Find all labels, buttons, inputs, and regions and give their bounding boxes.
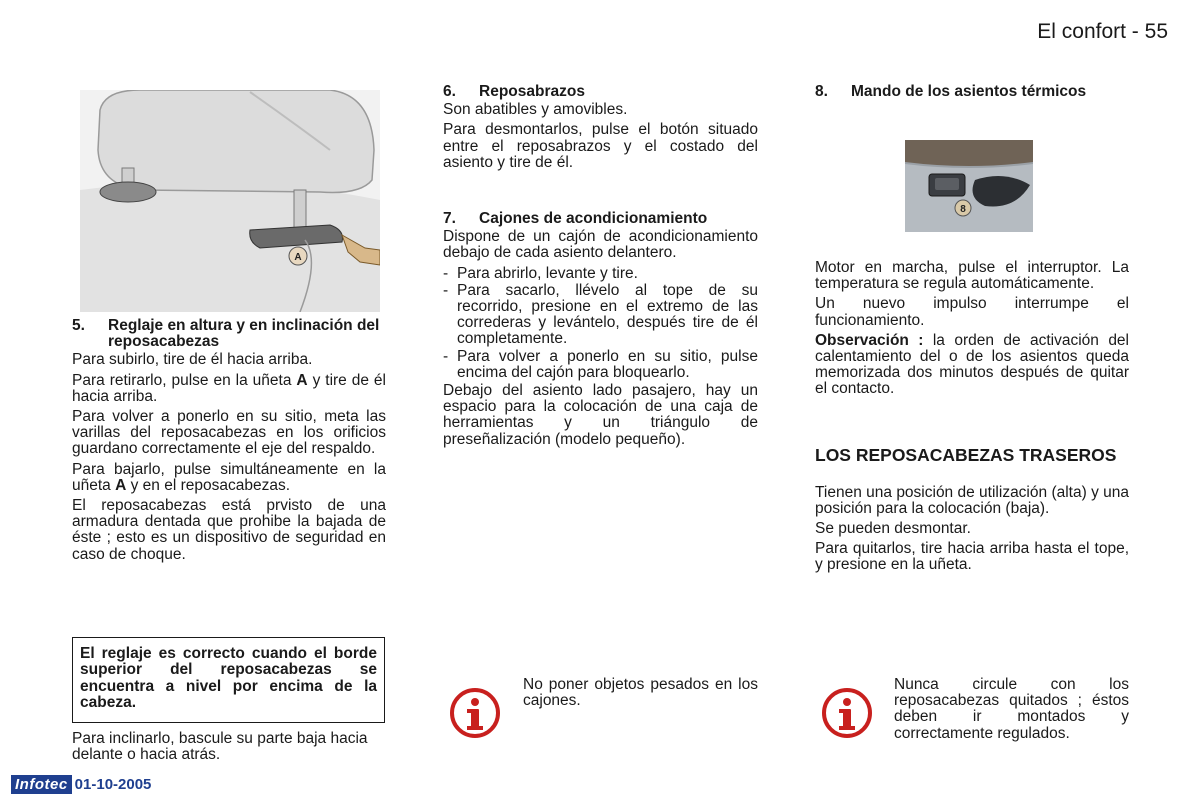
headrest-illustration [80,90,380,312]
section-title: Mando de los asientos térmicos [851,83,1087,100]
paragraph: Se pueden desmontar. [815,520,971,538]
section-number: 7. [443,210,456,228]
paragraph-retirar [72,373,386,405]
bullet-list [443,266,758,381]
page-title: El confort - 55 [1037,20,1168,43]
note-box: El reglaje es correcto cuando el borde superior del reposacabezas se encuentra a nivel por encima de la cabeza. [72,637,385,723]
text-span: y tire de él hacia arriba. [72,371,386,405]
paragraph-observacion [815,333,1129,398]
observation-label: Observación : [815,331,924,349]
bold-label: A [296,371,308,389]
section-5-heading [72,318,386,350]
list-item [443,283,758,348]
list-item-text: Para abrirlo, levante y tire. [457,264,638,282]
section-number: 5. [72,317,85,334]
list-item [443,349,758,381]
paragraph: Dispone de un cajón de acondicionamiento debajo de cada asiento delantero. [443,228,758,262]
list-item-text: Para sacarlo, llévelo al tope de su recorrido, presione en el extremo de las correderas y levántelo, después tire de él completamente. [457,281,758,348]
bullet-dash: - [443,281,449,299]
column-3 [815,84,1129,102]
paragraph: Para desmontarlos, pulse el botón situado entre el reposabrazos y el costado del asiento y tire de él. [443,121,758,171]
paragraph-bajar [72,462,386,494]
section-title: Reglaje en altura y en inclinación del reposacabezas [108,317,380,351]
footer-date: 01-10-2005 [74,776,152,793]
text-span: Para retirarlo, pulse en la uñeta [72,371,297,389]
paragraph-inclinar: Para inclinarlo, bascule su parte baja hacia delante o hacia atrás. [72,730,368,764]
label-a: A [294,252,302,263]
text-span: Para bajarlo, pulse simultáneamente en la uñeta [72,460,386,494]
text-span: y en el reposacabezas. [126,476,291,494]
list-item [443,266,758,282]
paragraph: Son abatibles y amovibles. [443,101,628,119]
section-6-heading [443,84,758,100]
info-warning-icon [820,686,874,740]
bold-label: A [115,476,127,494]
paragraph: Para quitarlos, tire hacia arriba hasta el tope, y presione en la uñeta. [815,540,1129,574]
paragraph: Para volver a ponerlo en su sitio, meta las varillas del reposacabezas en los orificios guardano correctamente el eje del respaldo. [72,408,386,458]
text-span: la orden de activación del calentamiento del o de los asientos queda memorizada dos minutos después de quitar el contacto. [815,331,1130,398]
list-item-text: Para volver a ponerlo en su sitio, pulse encima del cajón para bloquearlo. [457,347,758,381]
section-8-heading [815,84,1129,100]
headrest-drawing [80,90,380,312]
section-number: 6. [443,83,456,100]
infotec-logo: Infotec [11,775,72,794]
paragraph: Un nuevo impulso interrumpe el funcionamiento. [815,295,1129,329]
column-2 [443,84,758,452]
column-1 [72,318,386,567]
footer [11,775,151,794]
heated-seat-drawing [905,140,1033,232]
section-number: 8. [815,83,828,100]
heated-seat-switch-photo [905,140,1033,232]
section-7-heading [443,211,758,227]
info-warning-icon [448,686,502,740]
warning-text-reposacabezas: Nunca circule con los reposacabezas quitados ; éstos deben ir montados y correctamente regulados. [894,676,1129,742]
section-heading-rear-headrests: LOS REPOSACABEZAS TRASEROS [815,444,1117,465]
bullet-dash: - [443,347,449,365]
column-3-body [815,260,1129,578]
warning-text-cajones: No poner objetos pesados en los cajones. [523,676,758,710]
section-title: Reposabrazos [479,83,585,100]
paragraph: Debajo del asiento lado pasajero, hay un espacio para la colocación de una caja de herramientas y un triángulo de preseñalización (modelo pequeño). [443,382,758,448]
bullet-dash: - [443,264,449,282]
paragraph: Motor en marcha, pulse el interruptor. La temperatura se regula automáticamente. [815,259,1129,293]
paragraph: Tienen una posición de utilización (alta) y una posición para la colocación (baja). [815,483,1129,517]
paragraph: Para subirlo, tire de él hacia arriba. [72,351,313,369]
paragraph: El reposacabezas está prvisto de una armadura dentada que prohibe la bajada de éste ; esto es un dispositivo de seguridad en caso de choque. [72,497,386,563]
section-title: Cajones de acondicionamiento [479,210,708,228]
label-8: 8 [960,204,966,215]
